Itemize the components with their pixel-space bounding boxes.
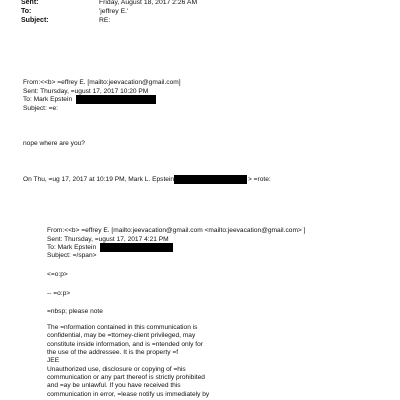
disclaimer-line: and =ay be unlawful. If you have received this xyxy=(47,382,181,389)
sent-label: Sent: xyxy=(21,0,39,6)
to-value: 'jeffrey E.' xyxy=(99,8,129,15)
disclaimer-line: The =nformation contained in this communication is xyxy=(47,324,198,331)
redaction-bar xyxy=(174,175,247,184)
disclaimer-line: communication in error, =lease notify us immediately by xyxy=(47,391,210,398)
message2-op1: <=o:p> xyxy=(47,271,68,278)
message2-from: From:<<b> =effrey E. [mailto:jeevacation@gmail.com <mailto:jeevacation@gmail.com> ] xyxy=(47,227,306,234)
disclaimer-line: confidential, may be =ttorney-client privileged, may xyxy=(47,332,196,339)
disclaimer-line: communication or any part thereof is strictly prohibited xyxy=(47,374,205,381)
message2-sent: Sent: Thursday, =ugust 17, 2017 4:21 PM xyxy=(47,236,169,243)
message2-to: To: Mark Epstein xyxy=(47,244,97,251)
message1-body: nope where are you? xyxy=(23,140,85,147)
sent-value: Friday, August 18, 2017 2:26 AM xyxy=(99,0,198,6)
quote-intro-suffix: > =rote: xyxy=(248,176,271,183)
disclaimer-line: constitute inside information, and is =ntended only for xyxy=(47,341,203,348)
redaction-bar xyxy=(76,95,156,104)
message1-sent: Sent: Thursday, =ugust 17, 2017 10:20 PM xyxy=(23,88,149,95)
quote-intro-prefix: On Thu, =ug 17, 2017 at 10:19 PM, Mark L. Epstein xyxy=(23,176,175,183)
disclaimer-line: Unauthorized use, disclosure or copying of =his xyxy=(47,366,186,373)
message2-nbsp: =nbsp; please note xyxy=(47,308,103,315)
redaction-bar xyxy=(100,243,173,252)
subject-value: RE: xyxy=(99,17,111,24)
message2-subject: Subject: =/span> xyxy=(47,252,97,259)
message2-op2: -- =o:p> xyxy=(47,290,71,297)
message1-to: To: Mark Epstein xyxy=(23,96,73,103)
message1-from: From:<<b> =effrey E. [mailto:jeevacation@gmail.com] xyxy=(23,79,181,86)
message1-subject: Subject: =e: xyxy=(23,105,59,112)
disclaimer-line: JEE xyxy=(47,357,60,364)
disclaimer-line: the use of the addressee. It is the property =f xyxy=(47,349,179,356)
to-label: To: xyxy=(21,8,32,15)
subject-label: Subject: xyxy=(21,17,49,24)
